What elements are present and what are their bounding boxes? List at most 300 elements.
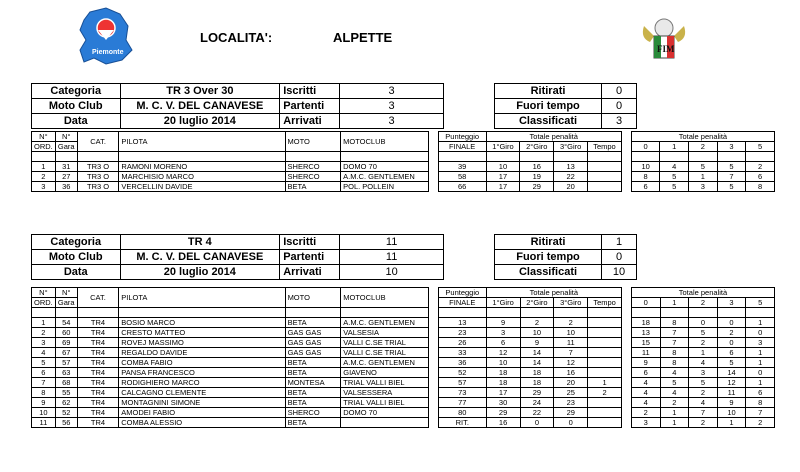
cell-p0: 15 (631, 338, 660, 348)
cell-ord: 2 (32, 172, 56, 182)
cell-finale: 77 (438, 398, 486, 408)
cell-motoclub: VALLI C.SE TRIAL (341, 348, 429, 358)
categoria-value: TR 3 Over 30 (120, 84, 280, 99)
cell-p1: 4 (660, 388, 689, 398)
cell-g1: 30 (486, 398, 520, 408)
cell-p3: 2 (717, 328, 746, 338)
col-p3: 3 (717, 298, 746, 308)
cell-p5: 6 (746, 388, 775, 398)
col-totale-penalita: Totale penalità (486, 288, 621, 298)
cell-p2: 5 (689, 328, 718, 338)
table-row (32, 368, 775, 378)
cell-p0: 9 (631, 358, 660, 368)
cell-gara: 62 (55, 398, 77, 408)
cell-gara: 56 (55, 418, 77, 428)
fuori-tempo-value: 0 (602, 99, 637, 114)
cell-g3: 23 (554, 398, 588, 408)
cell-moto: BETA (285, 368, 341, 378)
cell-p1: 4 (660, 162, 689, 172)
cell-g2: 14 (520, 358, 554, 368)
table-row (32, 408, 775, 418)
table-row (32, 378, 775, 388)
cell-gara: 27 (55, 172, 77, 182)
cell-motoclub: A.M.C. GENTLEMEN (341, 358, 429, 368)
cell-p0: 3 (631, 418, 660, 428)
cell-finale: 39 (438, 162, 486, 172)
arrivati-value: 3 (340, 114, 444, 129)
cell-pilota: REGALDO DAVIDE (119, 348, 285, 358)
cell-g1: 6 (486, 338, 520, 348)
cell-cat: TR3 O (77, 182, 119, 192)
table-row (32, 182, 775, 192)
arrivati-label: Arrivati (280, 114, 340, 129)
cell-p2: 2 (689, 388, 718, 398)
col-gara: Gara (55, 142, 77, 152)
cell-ord: 2 (32, 328, 56, 338)
col-num-gara: N° (55, 132, 77, 142)
cell-g3: 10 (554, 328, 588, 338)
col-giro3: 3°Giro (554, 142, 588, 152)
cell-moto: SHERCO (285, 172, 341, 182)
cell-motoclub: DOMO 70 (341, 162, 429, 172)
cell-p3: 5 (717, 182, 746, 192)
col-giro1: 1°Giro (486, 298, 520, 308)
cell-p0: 4 (631, 378, 660, 388)
cell-g2: 18 (520, 378, 554, 388)
cell-g2: 0 (520, 418, 554, 428)
cell-g2: 10 (520, 328, 554, 338)
cell-p0: 4 (631, 388, 660, 398)
cell-p3: 14 (717, 368, 746, 378)
cell-tempo (588, 368, 622, 378)
cell-p0: 2 (631, 408, 660, 418)
cell-moto: BETA (285, 318, 341, 328)
cell-g2: 24 (520, 398, 554, 408)
cell-p1: 4 (660, 368, 689, 378)
cell-moto: BETA (285, 388, 341, 398)
localita-value: ALPETTE (333, 30, 393, 45)
cell-cat: TR4 (77, 398, 119, 408)
col-giro3: 3°Giro (554, 298, 588, 308)
table-row (32, 162, 775, 172)
cell-finale: 57 (438, 378, 486, 388)
cell-gara: 67 (55, 348, 77, 358)
cell-g1: 18 (486, 378, 520, 388)
data-label: Data (32, 265, 121, 280)
cell-pilota: RAMONI MORENO (119, 162, 285, 172)
cell-moto: GAS GAS (285, 338, 341, 348)
cell-cat: TR4 (77, 318, 119, 328)
table-row (32, 172, 775, 182)
motoclub-value: M. C. V. DEL CANAVESE (120, 99, 280, 114)
iscritti-value: 11 (340, 235, 444, 250)
col-ord: ORD. (32, 142, 56, 152)
cell-p3: 0 (717, 338, 746, 348)
col-p0: 0 (631, 298, 660, 308)
cell-p0: 6 (631, 182, 660, 192)
cell-g2: 18 (520, 368, 554, 378)
cell-cat: TR4 (77, 328, 119, 338)
cell-p2: 4 (689, 358, 718, 368)
cell-g1: 17 (486, 388, 520, 398)
table-row (32, 338, 775, 348)
cell-tempo (588, 418, 622, 428)
cell-moto: GAS GAS (285, 348, 341, 358)
cell-p3: 11 (717, 388, 746, 398)
cell-tempo (588, 328, 622, 338)
cell-moto: SHERCO (285, 162, 341, 172)
cell-p5: 1 (746, 348, 775, 358)
cell-g1: 17 (486, 182, 520, 192)
cell-gara: 52 (55, 408, 77, 418)
cell-p3: 10 (717, 408, 746, 418)
section2-stats-table (494, 234, 637, 280)
cell-motoclub: GIAVENO (341, 368, 429, 378)
cell-p1: 7 (660, 328, 689, 338)
cell-ord: 3 (32, 182, 56, 192)
cell-p5: 2 (746, 418, 775, 428)
partenti-value: 3 (340, 99, 444, 114)
col-moto: MOTO (285, 288, 341, 308)
col-cat: CAT. (77, 132, 119, 152)
cell-motoclub: VALSESSERA (341, 388, 429, 398)
cell-g3: 29 (554, 408, 588, 418)
cell-tempo: 1 (588, 378, 622, 388)
cell-p3: 9 (717, 398, 746, 408)
cell-p3: 7 (717, 172, 746, 182)
cell-finale: RIT. (438, 418, 486, 428)
cell-gara: 68 (55, 378, 77, 388)
cell-pilota: MONTAGNINI SIMONE (119, 398, 285, 408)
col-finale: FINALE (438, 298, 486, 308)
cell-g2: 29 (520, 182, 554, 192)
cell-tempo (588, 348, 622, 358)
cell-pilota: VERCELLIN DAVIDE (119, 182, 285, 192)
cell-finale: 52 (438, 368, 486, 378)
cell-pilota: CALCAGNO CLEMENTE (119, 388, 285, 398)
cell-cat: TR4 (77, 358, 119, 368)
cell-p5: 1 (746, 318, 775, 328)
cell-p0: 11 (631, 348, 660, 358)
cell-p2: 4 (689, 398, 718, 408)
col-pilota: PILOTA (119, 288, 285, 308)
partenti-label: Partenti (280, 250, 340, 265)
cell-finale: 58 (438, 172, 486, 182)
motoclub-label: Moto Club (32, 99, 121, 114)
cell-p2: 1 (689, 348, 718, 358)
data-value: 20 luglio 2014 (120, 265, 280, 280)
table-row (32, 358, 775, 368)
cell-gara: 69 (55, 338, 77, 348)
col-gara: Gara (55, 298, 77, 308)
table-row (32, 318, 775, 328)
col-p2: 2 (689, 142, 718, 152)
cell-motoclub: TRIAL VALLI BIEL (341, 398, 429, 408)
cell-tempo (588, 182, 622, 192)
col-num-ord: N° (32, 132, 56, 142)
cell-g1: 12 (486, 348, 520, 358)
cell-finale: 23 (438, 328, 486, 338)
cell-finale: 33 (438, 348, 486, 358)
col-motoclub: MOTOCLUB (341, 288, 429, 308)
cell-gara: 57 (55, 358, 77, 368)
cell-motoclub: DOMO 70 (341, 408, 429, 418)
ritirati-value: 0 (602, 84, 637, 99)
cell-ord: 3 (32, 338, 56, 348)
data-value: 20 luglio 2014 (120, 114, 280, 129)
col-totale-penalita: Totale penalità (486, 132, 621, 142)
cell-motoclub: TRIAL VALLI BIEL (341, 378, 429, 388)
iscritti-value: 3 (340, 84, 444, 99)
cell-g3: 13 (554, 162, 588, 172)
cell-g3: 12 (554, 358, 588, 368)
cell-cat: TR4 (77, 418, 119, 428)
cell-cat: TR4 (77, 368, 119, 378)
categoria-value: TR 4 (120, 235, 280, 250)
cell-cat: TR4 (77, 338, 119, 348)
cell-g1: 10 (486, 162, 520, 172)
cell-finale: 13 (438, 318, 486, 328)
cell-gara: 60 (55, 328, 77, 338)
col-p0: 0 (631, 142, 660, 152)
cell-p1: 5 (660, 182, 689, 192)
cell-gara: 63 (55, 368, 77, 378)
col-p5: 5 (746, 142, 775, 152)
cell-motoclub: VALSESIA (341, 328, 429, 338)
cell-tempo (588, 408, 622, 418)
cell-g1: 17 (486, 172, 520, 182)
cell-p2: 5 (689, 162, 718, 172)
cell-g3: 11 (554, 338, 588, 348)
cell-ord: 5 (32, 358, 56, 368)
cell-g3: 20 (554, 378, 588, 388)
section2-results-table (31, 287, 775, 428)
col-giro2: 2°Giro (520, 142, 554, 152)
cell-p5: 8 (746, 182, 775, 192)
cell-moto: BETA (285, 182, 341, 192)
col-moto: MOTO (285, 132, 341, 152)
fuori-tempo-label: Fuori tempo (495, 99, 602, 114)
cell-p5: 1 (746, 358, 775, 368)
cell-moto: BETA (285, 418, 341, 428)
cell-p2: 2 (689, 418, 718, 428)
col-punteggio: Punteggio (438, 132, 486, 142)
cell-p5: 2 (746, 162, 775, 172)
cell-ord: 1 (32, 318, 56, 328)
cell-g3: 16 (554, 368, 588, 378)
cell-g1: 10 (486, 358, 520, 368)
section1-stats-table (494, 83, 637, 129)
piemonte-logo-text: Piemonte (92, 49, 124, 56)
cell-pilota: CRESTO MATTEO (119, 328, 285, 338)
col-p1: 1 (660, 142, 689, 152)
cell-p0: 8 (631, 172, 660, 182)
cell-p5: 1 (746, 378, 775, 388)
cell-ord: 4 (32, 348, 56, 358)
partenti-value: 11 (340, 250, 444, 265)
cell-p5: 7 (746, 408, 775, 418)
cell-ord: 7 (32, 378, 56, 388)
cell-pilota: AMODEI FABIO (119, 408, 285, 418)
cell-gara: 31 (55, 162, 77, 172)
cell-g2: 9 (520, 338, 554, 348)
cell-ord: 11 (32, 418, 56, 428)
cell-gara: 54 (55, 318, 77, 328)
table-row (32, 418, 775, 428)
cell-g3: 22 (554, 172, 588, 182)
cell-motoclub (341, 418, 429, 428)
cell-p2: 2 (689, 338, 718, 348)
table-row (32, 348, 775, 358)
cell-finale: 66 (438, 182, 486, 192)
cell-p0: 4 (631, 398, 660, 408)
cell-moto: SHERCO (285, 408, 341, 418)
cell-p0: 13 (631, 328, 660, 338)
cell-tempo (588, 358, 622, 368)
cell-g3: 7 (554, 348, 588, 358)
col-ord: ORD. (32, 298, 56, 308)
motoclub-value: M. C. V. DEL CANAVESE (120, 250, 280, 265)
localita-label: LOCALITA': (200, 30, 273, 45)
cell-pilota: BOSIO MARCO (119, 318, 285, 328)
cell-p1: 8 (660, 348, 689, 358)
ritirati-value: 1 (602, 235, 637, 250)
categoria-label: Categoria (32, 235, 121, 250)
iscritti-label: Iscritti (280, 84, 340, 99)
cell-p5: 6 (746, 172, 775, 182)
section2-info-table (31, 234, 444, 280)
cell-p3: 12 (717, 378, 746, 388)
col-p1: 1 (660, 298, 689, 308)
cell-pilota: RODIGHIERO MARCO (119, 378, 285, 388)
col-p2: 2 (689, 298, 718, 308)
col-giro1: 1°Giro (486, 142, 520, 152)
col-giro2: 2°Giro (520, 298, 554, 308)
classificati-label: Classificati (495, 265, 602, 280)
cell-ord: 8 (32, 388, 56, 398)
cell-pilota: COMBA FABIO (119, 358, 285, 368)
fim-logo-text: FIM (657, 44, 675, 54)
ritirati-label: Ritirati (495, 235, 602, 250)
col-pilota: PILOTA (119, 132, 285, 152)
cell-g3: 2 (554, 318, 588, 328)
partenti-label: Partenti (280, 99, 340, 114)
ritirati-label: Ritirati (495, 84, 602, 99)
cell-p5: 3 (746, 338, 775, 348)
cell-p0: 10 (631, 162, 660, 172)
cell-g2: 16 (520, 162, 554, 172)
cell-ord: 6 (32, 368, 56, 378)
cell-g2: 19 (520, 172, 554, 182)
cell-g2: 14 (520, 348, 554, 358)
cell-p1: 8 (660, 358, 689, 368)
cell-g3: 0 (554, 418, 588, 428)
col-p5: 5 (746, 298, 775, 308)
motoclub-label: Moto Club (32, 250, 121, 265)
cell-p1: 2 (660, 398, 689, 408)
cell-p3: 6 (717, 348, 746, 358)
cell-gara: 36 (55, 182, 77, 192)
cell-p3: 5 (717, 162, 746, 172)
section1-results-table (31, 131, 775, 192)
cell-tempo (588, 338, 622, 348)
cell-pilota: PANSA FRANCESCO (119, 368, 285, 378)
cell-moto: MONTESA (285, 378, 341, 388)
cell-p2: 5 (689, 378, 718, 388)
cell-p5: 0 (746, 368, 775, 378)
cell-moto: BETA (285, 398, 341, 408)
col-punteggio: Punteggio (438, 288, 486, 298)
col-tempo: Tempo (588, 298, 622, 308)
cell-g3: 20 (554, 182, 588, 192)
cell-finale: 36 (438, 358, 486, 368)
cell-tempo: 2 (588, 388, 622, 398)
cell-g2: 29 (520, 388, 554, 398)
cell-p5: 8 (746, 398, 775, 408)
col-totale-penalita-2: Totale penalità (631, 132, 774, 142)
cell-p3: 5 (717, 358, 746, 368)
cell-tempo (588, 398, 622, 408)
cell-p2: 0 (689, 318, 718, 328)
cell-pilota: MARCHISIO MARCO (119, 172, 285, 182)
cell-cat: TR4 (77, 388, 119, 398)
cell-g1: 3 (486, 328, 520, 338)
cell-p1: 1 (660, 418, 689, 428)
cell-cat: TR3 O (77, 172, 119, 182)
cell-cat: TR4 (77, 348, 119, 358)
fuori-tempo-value: 0 (602, 250, 637, 265)
cell-motoclub: A.M.C. GENTLEMEN (341, 172, 429, 182)
cell-pilota: COMBA ALESSIO (119, 418, 285, 428)
classificati-label: Classificati (495, 114, 602, 129)
section1-info-table (31, 83, 444, 129)
col-num-ord: N° (32, 288, 56, 298)
cell-p2: 3 (689, 368, 718, 378)
cell-cat: TR4 (77, 408, 119, 418)
table-row (32, 388, 775, 398)
col-motoclub: MOTOCLUB (341, 132, 429, 152)
iscritti-label: Iscritti (280, 235, 340, 250)
cell-cat: TR4 (77, 378, 119, 388)
arrivati-label: Arrivati (280, 265, 340, 280)
cell-p3: 1 (717, 418, 746, 428)
classificati-value: 3 (602, 114, 637, 129)
cell-motoclub: VALLI C.SE TRIAL (341, 338, 429, 348)
cell-p2: 1 (689, 172, 718, 182)
cell-tempo (588, 172, 622, 182)
cell-p5: 0 (746, 328, 775, 338)
cell-gara: 55 (55, 388, 77, 398)
cell-finale: 80 (438, 408, 486, 418)
cell-g1: 9 (486, 318, 520, 328)
cell-p1: 7 (660, 338, 689, 348)
cell-motoclub: A.M.C. GENTLEMEN (341, 318, 429, 328)
cell-pilota: ROVEJ MASSIMO (119, 338, 285, 348)
cell-ord: 9 (32, 398, 56, 408)
cell-motoclub: POL. POLLEIN (341, 182, 429, 192)
cell-p1: 8 (660, 318, 689, 328)
col-totale-penalita-2: Totale penalità (631, 288, 774, 298)
table-row (32, 398, 775, 408)
col-tempo: Tempo (588, 142, 622, 152)
cell-p3: 0 (717, 318, 746, 328)
cell-ord: 10 (32, 408, 56, 418)
data-label: Data (32, 114, 121, 129)
col-num-gara: N° (55, 288, 77, 298)
cell-p2: 7 (689, 408, 718, 418)
col-finale: FINALE (438, 142, 486, 152)
cell-g1: 18 (486, 368, 520, 378)
